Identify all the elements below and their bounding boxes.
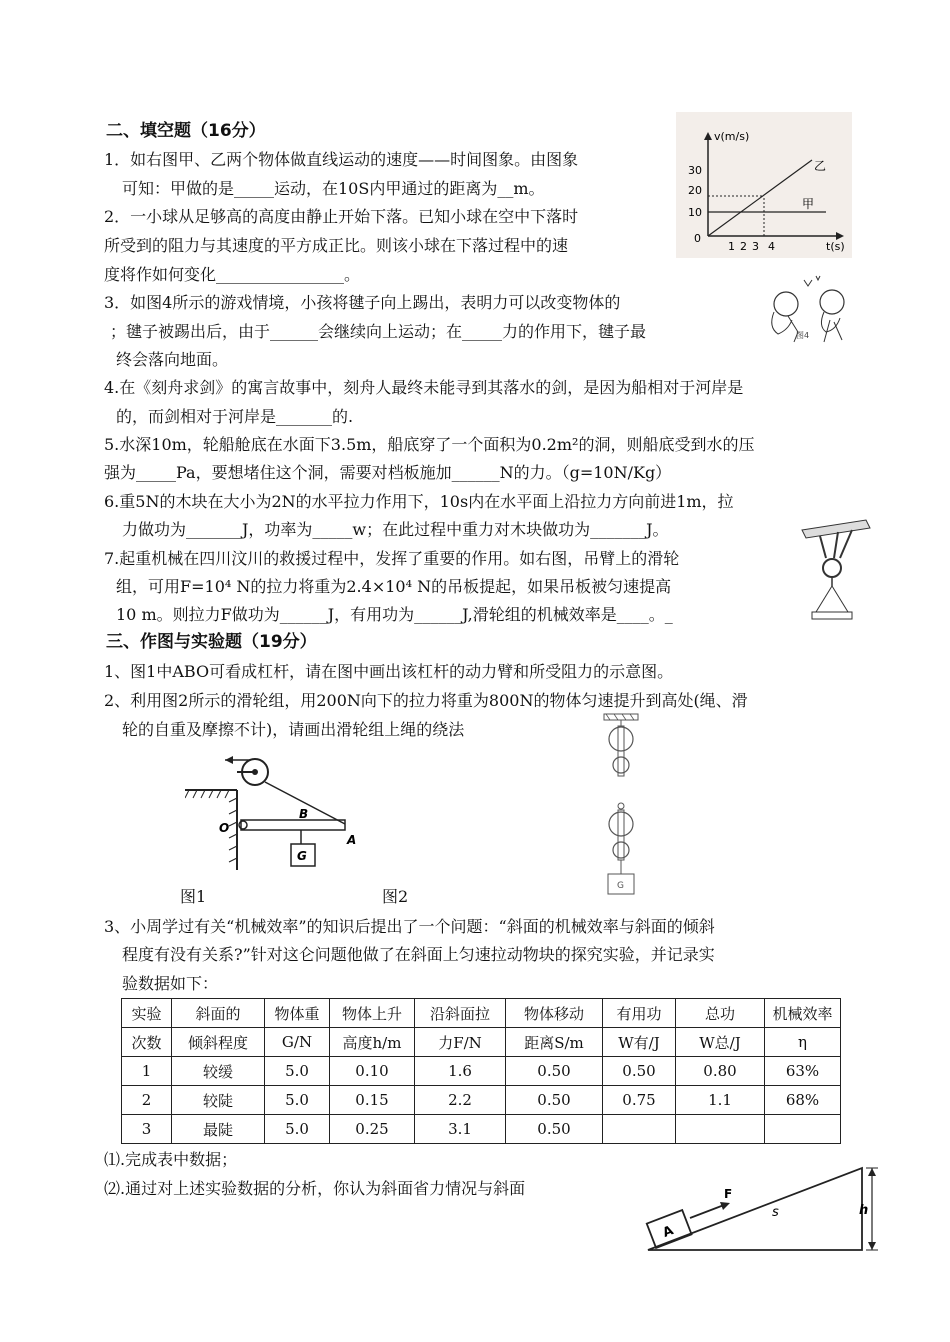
table-row bbox=[122, 1086, 841, 1115]
table-cell: 2 bbox=[122, 1086, 172, 1115]
y-axis-unit: v(m/s) bbox=[714, 130, 750, 143]
q4-line1: 4.在《刻舟求剑》的寓言故事中，刻舟人最终未能寻到其落水的剑，是因为船相对于河岸是 bbox=[104, 378, 744, 397]
y-tick-30: 30 bbox=[688, 164, 702, 177]
x-tick-2: 2 bbox=[740, 240, 747, 253]
table-cell: 较缓 bbox=[172, 1057, 265, 1086]
figure2-pulley-system bbox=[598, 712, 644, 896]
q1-line2: 可知：甲做的是_____运动，在10S内甲通过的距离为__m。 bbox=[122, 179, 545, 198]
table-cell bbox=[765, 1115, 841, 1144]
q6-line2: 力做功为_______J，功率为_____w；在此过程中重力对木块做功为_______J。 bbox=[122, 520, 669, 539]
q6-line1: 6.重5N的木块在大小为2N的水平拉力作用下，10s内在水平面上沿拉力方向前进1m，拉 bbox=[104, 492, 734, 511]
fig1-label-a: A bbox=[347, 833, 357, 847]
y-tick-0: 0 bbox=[694, 232, 701, 245]
table-row bbox=[122, 1115, 841, 1144]
table-cell: 0.50 bbox=[506, 1086, 603, 1115]
table-cell: 1.6 bbox=[415, 1057, 506, 1086]
table-cell: 5.0 bbox=[265, 1115, 330, 1144]
q4-line2: 的，而剑相对于河岸是_______的. bbox=[116, 407, 354, 426]
incline-label-a: A bbox=[660, 1223, 676, 1241]
q7-line3: 10 m。则拉力F做功为______J，有用功为______J,滑轮组的机械效率是____。_ bbox=[116, 605, 673, 624]
q2-line1: 2．一小球从足够高的高度由静止开始下落。已知小球在空中下落时 bbox=[104, 207, 579, 226]
figure2-caption: 图2 bbox=[382, 887, 409, 906]
p2-line2: 轮的自重及摩擦不计)，请画出滑轮组上绳的绕法 bbox=[122, 720, 465, 739]
q7-line2: 组，可用F=10⁴ N的拉力将重为2.4×10⁴ N的吊板提起，如果吊板被匀速提高 bbox=[116, 577, 672, 596]
q2-line3: 度将作如何变化________________。 bbox=[104, 265, 361, 284]
table-cell: 1.1 bbox=[676, 1086, 765, 1115]
crane-pulley-figure bbox=[800, 518, 872, 624]
table-cell bbox=[603, 1115, 676, 1144]
label-jia: 甲 bbox=[802, 197, 815, 211]
q3-line2: ；毽子被踢出后，由于______会继续向上运动；在_____力的作用下，毽子最 bbox=[110, 322, 647, 341]
table-cell: 3.1 bbox=[415, 1115, 506, 1144]
table-cell: 0.75 bbox=[603, 1086, 676, 1115]
figure1-lever bbox=[185, 752, 365, 872]
table-cell: 2.2 bbox=[415, 1086, 506, 1115]
header-cell: W总/J bbox=[676, 1028, 765, 1057]
p3-line3: 验数据如下： bbox=[122, 974, 219, 993]
table-cell: 0.50 bbox=[506, 1057, 603, 1086]
table-header-row-1 bbox=[122, 999, 841, 1028]
table-cell: 0.50 bbox=[603, 1057, 676, 1086]
incline-figure bbox=[640, 1162, 880, 1262]
table-header-row-2 bbox=[122, 1028, 841, 1057]
header-cell: 斜面的 bbox=[172, 999, 265, 1028]
table-cell: 0.10 bbox=[330, 1057, 415, 1086]
x-axis-unit: t(s) bbox=[826, 240, 845, 253]
fig1-label-g: G bbox=[297, 849, 307, 863]
q5-line2: 强为_____Pa，要想堵住这个洞，需要对档板施加______N的力。（g=10N/Kg） bbox=[104, 463, 672, 482]
header-cell: 物体重 bbox=[265, 999, 330, 1028]
header-cell: 实验 bbox=[122, 999, 172, 1028]
fig1-label-o: O bbox=[219, 821, 230, 835]
table-cell: 较陡 bbox=[172, 1086, 265, 1115]
q1-line1: 1．如右图甲、乙两个物体做直线运动的速度——时间图象。由图象 bbox=[104, 150, 579, 169]
vt-graph bbox=[676, 112, 852, 258]
q3-line3: 终会落向地面。 bbox=[116, 350, 229, 369]
header-cell: 次数 bbox=[122, 1028, 172, 1057]
q2-line2: 所受到的阻力与其速度的平方成正比。则该小球在下落过程中的速 bbox=[104, 236, 569, 255]
header-cell: 物体移动 bbox=[506, 999, 603, 1028]
x-tick-3: 3 bbox=[752, 240, 759, 253]
table-cell: 最陡 bbox=[172, 1115, 265, 1144]
header-cell: 机械效率 bbox=[765, 999, 841, 1028]
table-row bbox=[122, 1057, 841, 1086]
section3-heading: 三、作图与实验题（19分） bbox=[106, 632, 317, 652]
table-cell: 0.80 bbox=[676, 1057, 765, 1086]
header-cell: 距离S/m bbox=[506, 1028, 603, 1057]
y-tick-20: 20 bbox=[688, 184, 702, 197]
p1-line1: 1、图1中ABO可看成杠杆，请在图中画出该杠杆的动力臂和所受阻力的示意图。 bbox=[104, 662, 674, 681]
q5-line1: 5.水深10m，轮船舱底在水面下3.5m，船底穿了一个面积为0.2m²的洞，则船底受到水的压 bbox=[104, 435, 755, 454]
fig2-label-g: G bbox=[617, 881, 624, 891]
table-cell: 0.50 bbox=[506, 1115, 603, 1144]
x-tick-4: 4 bbox=[768, 240, 775, 253]
label-yi: 乙 bbox=[814, 159, 827, 173]
incline-label-h: h bbox=[859, 1203, 869, 1218]
p2-line1: 2、利用图2所示的滑轮组，用200N向下的拉力将重为800N的物体匀速提升到高处(绳、滑 bbox=[104, 691, 748, 710]
table-cell: 5.0 bbox=[265, 1086, 330, 1115]
table-cell: 0.25 bbox=[330, 1115, 415, 1144]
sub-question-2: ⑵.通过对上述实验数据的分析，你认为斜面省力情况与斜面 bbox=[104, 1179, 526, 1198]
fig1-label-b: B bbox=[299, 807, 309, 821]
q7-line1: 7.起重机械在四川汶川的救援过程中，发挥了重要的作用。如右图，吊臂上的滑轮 bbox=[104, 549, 680, 568]
header-cell: 物体上升 bbox=[330, 999, 415, 1028]
sub-question-1: ⑴.完成表中数据； bbox=[104, 1150, 238, 1169]
table-cell: 0.15 bbox=[330, 1086, 415, 1115]
incline-label-f: F bbox=[724, 1187, 733, 1201]
section2-heading: 二、填空题（16分） bbox=[106, 121, 266, 141]
p3-line1: 3、小周学过有关“机械效率”的知识后提出了一个问题：“斜面的机械效率与斜面的倾斜 bbox=[104, 917, 715, 936]
figure4-shuttlecock bbox=[758, 272, 858, 352]
header-cell: W有/J bbox=[603, 1028, 676, 1057]
experiment-table bbox=[121, 998, 841, 1144]
figure4-label: 图4 bbox=[796, 331, 810, 340]
table-cell: 1 bbox=[122, 1057, 172, 1086]
header-cell: 沿斜面拉 bbox=[415, 999, 506, 1028]
header-cell: 有用功 bbox=[603, 999, 676, 1028]
incline-label-s: s bbox=[772, 1205, 779, 1220]
q3-line1: 3．如图4所示的游戏情境，小孩将毽子向上踢出，表明力可以改变物体的 bbox=[104, 293, 621, 312]
header-cell: 力F/N bbox=[415, 1028, 506, 1057]
figure1-caption: 图1 bbox=[180, 887, 207, 906]
header-cell: 总功 bbox=[676, 999, 765, 1028]
x-tick-1: 1 bbox=[728, 240, 735, 253]
header-cell: 高度h/m bbox=[330, 1028, 415, 1057]
table-cell: 3 bbox=[122, 1115, 172, 1144]
table-cell: 5.0 bbox=[265, 1057, 330, 1086]
table-cell: 68% bbox=[765, 1086, 841, 1115]
header-cell: G/N bbox=[265, 1028, 330, 1057]
table-cell bbox=[676, 1115, 765, 1144]
p3-line2: 程度有没有关系?”针对这仑问题他做了在斜面上匀速拉动物块的探究实验，并记录实 bbox=[122, 945, 715, 964]
header-cell: 倾斜程度 bbox=[172, 1028, 265, 1057]
table-cell: 63% bbox=[765, 1057, 841, 1086]
y-tick-10: 10 bbox=[688, 206, 702, 219]
header-cell: η bbox=[765, 1028, 841, 1057]
